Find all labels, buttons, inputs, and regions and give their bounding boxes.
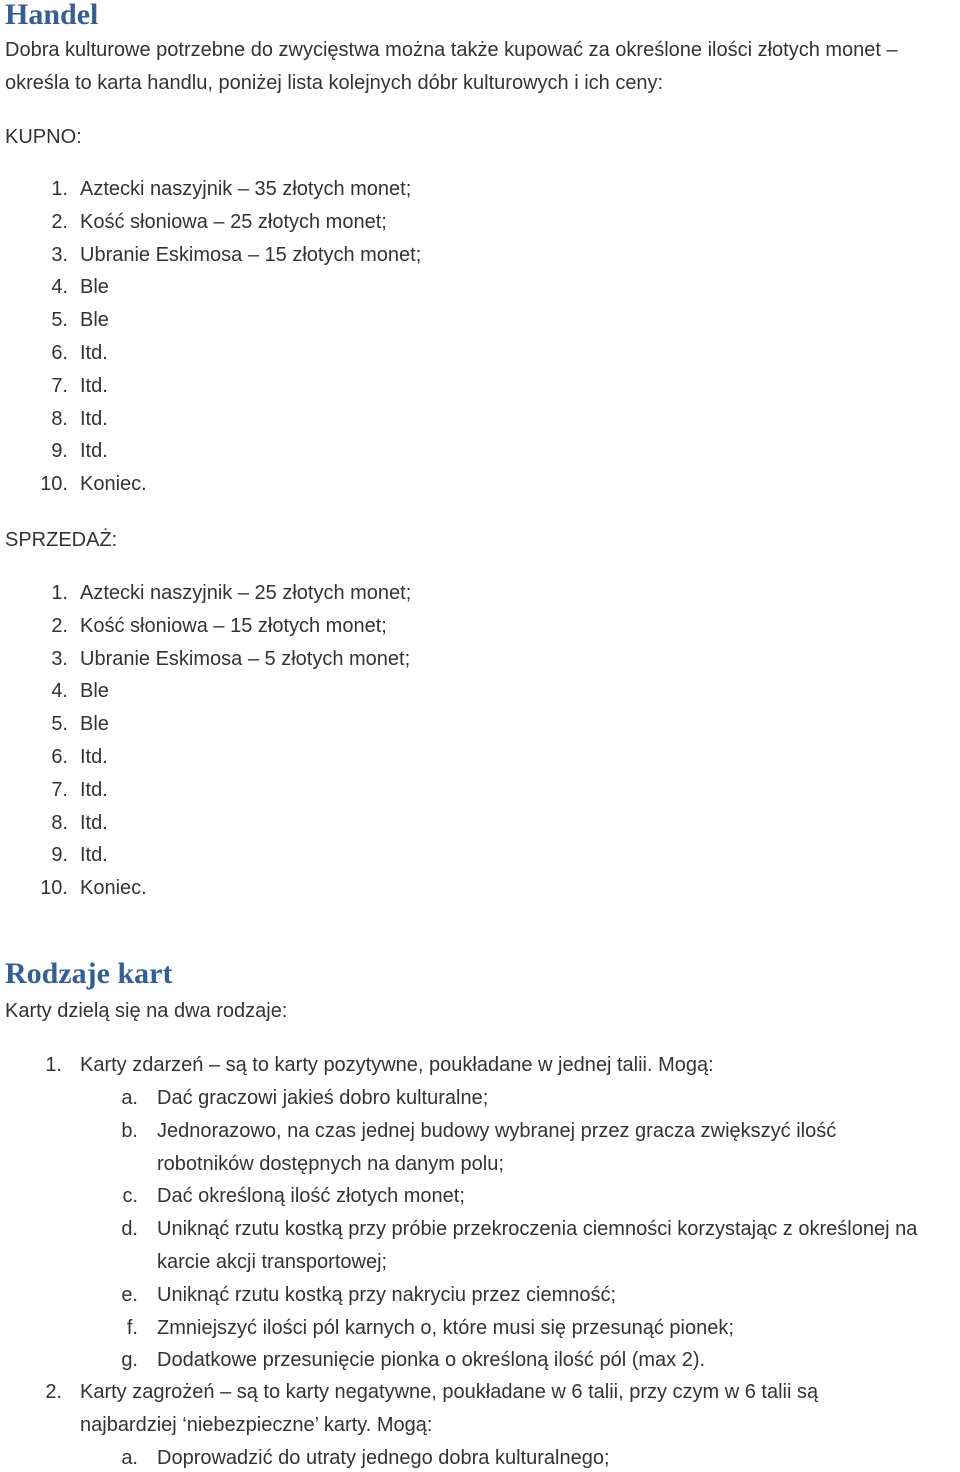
buy-list-item-number: 6.	[51, 342, 68, 364]
sell-list-item-text: Ubranie Eskimosa – 5 złotych monet;	[80, 647, 411, 670]
sell-list-item-number: 2.	[51, 614, 68, 637]
card-type-1-subitem-text: Uniknąć rzutu kostką przy próbie przekroczenia ciemności korzystając z określonej na	[157, 1218, 918, 1241]
intro-line-1: Dobra kulturowe potrzebne do zwycięstwa można także kupować za określone ilości złotych monet –	[5, 39, 898, 61]
sell-list-item-text: Aztecki naszyjnik – 25 złotych monet;	[80, 582, 412, 604]
sell-list-item-text: Ble	[80, 680, 109, 703]
sell-list-item-number: 6.	[51, 746, 68, 768]
card-type-1-subitem-text: robotników dostępnych na danym polu;	[157, 1152, 504, 1175]
buy-list-item-number: 7.	[51, 374, 68, 397]
card-type-1-subitem-text: Jednorazowo, na czas jednej budowy wybranej przez gracza zwiększyć ilość	[157, 1119, 837, 1142]
card-type-1-subitem-text: Uniknąć rzutu kostką przy nakryciu przez ciemność;	[157, 1283, 617, 1306]
buy-list-item-number: 3.	[51, 243, 68, 266]
sell-list-item-number: 5.	[51, 713, 68, 736]
card-type-1-subitem-letter: d.	[121, 1218, 138, 1241]
sell-list-item-text: Kość słoniowa – 15 złotych monet;	[80, 614, 387, 637]
buy-list-item-text: Itd.	[80, 407, 108, 430]
intro-line-2: określa to karta handlu, poniżej lista kolejnych dóbr kulturowych i ich ceny:	[5, 72, 664, 94]
buy-list-item-text: Ubranie Eskimosa – 15 złotych monet;	[80, 243, 422, 266]
sell-list-item-text: Itd.	[80, 778, 108, 801]
card-type-1-subitem-letter: c.	[122, 1185, 138, 1208]
rodzaje-intro: Karty dzielą się na dwa rodzaje:	[5, 1000, 288, 1022]
buy-list-item-number: 10.	[40, 473, 68, 496]
sell-list-item-number: 7.	[51, 778, 68, 801]
buy-list-item-number: 5.	[51, 309, 68, 332]
card-type-1-subitem-text: Dać graczowi jakieś dobro kulturalne;	[157, 1087, 489, 1109]
buy-list-item-text: Itd.	[80, 374, 108, 397]
card-type-2-subitem-letter: a.	[121, 1447, 138, 1469]
card-type-1-subitem-letter: e.	[121, 1283, 138, 1306]
buy-list-item-text: Aztecki naszyjnik – 35 złotych monet;	[80, 178, 412, 200]
sell-list-item-number: 4.	[51, 680, 68, 703]
sell-label: SPRZEDAŻ:	[5, 529, 118, 551]
card-type-1-text: Karty zdarzeń – są to karty pozytywne, poukładane w jednej talii. Mogą:	[80, 1054, 714, 1076]
buy-list-item-text: Ble	[80, 276, 109, 299]
sell-list-item-number: 1.	[51, 582, 68, 604]
sell-list-item-text: Ble	[80, 713, 109, 736]
card-type-1-number: 1.	[45, 1054, 62, 1076]
sell-list-item-number: 8.	[51, 811, 68, 834]
card-type-2-line-2: najbardziej ‘niebezpieczne’ karty. Mogą:	[80, 1414, 433, 1436]
card-type-1-subitem-text: karcie akcji transportowej;	[157, 1251, 388, 1273]
buy-label: KUPNO:	[5, 126, 82, 148]
card-type-1-subitem-letter: a.	[121, 1087, 138, 1109]
card-type-1-subitem-text: Zmniejszyć ilości pól karnych o, które musi się przesunąć pionek;	[157, 1316, 734, 1339]
sell-list-item-text: Koniec.	[80, 877, 147, 900]
buy-list-item-number: 9.	[51, 440, 68, 463]
heading-rodzaje-kart: Rodzaje kart	[5, 957, 173, 990]
buy-list-item-number: 4.	[51, 276, 68, 299]
sell-list-item-number: 9.	[51, 844, 68, 867]
sell-list-item-number: 3.	[51, 647, 68, 670]
card-type-1-subitem-letter: g.	[121, 1349, 138, 1372]
buy-list-item-number: 1.	[51, 178, 68, 200]
card-type-2-line-1: Karty zagrożeń – są to karty negatywne, poukładane w 6 talii, przy czym w 6 talii są	[80, 1381, 819, 1403]
card-type-2-subitem-text: Doprowadzić do utraty jednego dobra kulturalnego;	[157, 1447, 610, 1469]
buy-list-item-text: Kość słoniowa – 25 złotych monet;	[80, 210, 387, 233]
sell-list-item-text: Itd.	[80, 844, 108, 867]
sell-list-item-text: Itd.	[80, 746, 108, 768]
card-type-1-subitem-letter: f.	[126, 1316, 138, 1339]
heading-handel: Handel	[5, 0, 99, 31]
card-type-1-subitem-text: Dodatkowe przesunięcie pionka o określoną ilość pól (max 2).	[157, 1349, 706, 1372]
buy-list-item-text: Itd.	[80, 440, 108, 463]
buy-list-item-text: Itd.	[80, 342, 108, 364]
card-type-2-number: 2.	[45, 1381, 62, 1403]
sell-list-item-text: Itd.	[80, 811, 108, 834]
buy-list-item-text: Ble	[80, 309, 109, 332]
buy-list-item-number: 8.	[51, 407, 68, 430]
sell-list-item-number: 10.	[40, 877, 68, 900]
buy-list-item-text: Koniec.	[80, 473, 147, 496]
buy-list-item-number: 2.	[51, 210, 68, 233]
card-type-1-subitem-text: Dać określoną ilość złotych monet;	[157, 1185, 465, 1208]
card-type-1-subitem-letter: b.	[121, 1119, 138, 1142]
